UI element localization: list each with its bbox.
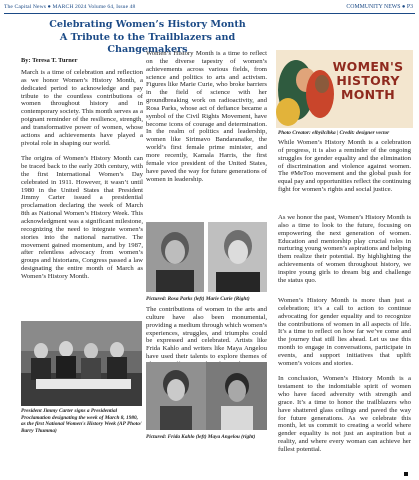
graphic-line-3: MONTH — [340, 87, 395, 102]
paragraph: Women’s History Month is more than just a celebration; it’s a call to action to continue advocating for gender equality and to recognize the contributions of women in all aspects of life. It’s a time to reflect on how far we’ve come and the journey that still lies ahead. Let us use this month to engage in conversations, participate in events, and support initiatives that uplift women’s voices and stories. — [278, 297, 411, 367]
paragraph: Women’s History Month is a time to reflect on the diverse tapestry of women’s achievements across various fields, from science and politics to arts and activism. Figures like Marie Curie, who broke barriers in the field of science with her groundbreaking work on radioactivity, and Rosa Parks, whose act of defiance became a symbol of the Civil Rights Movement, have become icons of courage and determination. In the realm of politics and leadership, women like Sirimavo Bandaranaike, the world’s first female prime minister, and more recently, Kamala Harris, the first female vice president of the United States, have paved the way for future generations of women in leadership. — [146, 50, 267, 183]
headline-line-2: A Tribute to the Trailblazers and Changemakers — [59, 31, 236, 55]
page-header — [0, 0, 419, 17]
header-rule — [4, 13, 415, 14]
end-mark — [404, 472, 408, 476]
parks-curie-caption: Pictured: Rosa Parks (left) Marie Curie (Right) — [146, 296, 250, 302]
graphic-caption: Photo Creator: elbyilcibka | Credit: designer vector — [278, 130, 390, 136]
column-3-third — [278, 297, 411, 462]
graphic-title — [328, 60, 408, 102]
womens-history-graphic — [276, 50, 413, 128]
column-3 — [278, 139, 411, 202]
byline: By: Teresa T. Turner — [21, 57, 78, 64]
column-3-second — [278, 214, 411, 292]
paragraph: While Women’s History Month is a celebration of progress, it is also a reminder of the ongoing struggles for gender equality and the elimination of discrimination and violence against women. The #MeToo movement and the global push for equal pay and opportunities reflect the continuing fight for women’s rights and social justice. — [278, 139, 411, 194]
column-2 — [146, 50, 267, 191]
rosa-parks-photo — [146, 222, 204, 292]
section-label: COMMUNITY NEWS ● P3 — [346, 4, 413, 10]
paragraph: As we honor the past, Women’s History Month is also a time to look to the future, focusing on empowering the next generation of women. Education and mentorship play crucial roles in nurturing young women’s aspirations and helping them realize their potential. By highlighting the achievements of women throughout history, we inspire young girls to dream big and challenge the status quo. — [278, 214, 411, 284]
kahlo-angelou-caption: Pictured: Frida Kahlo (left) Maya Angelou (right) — [146, 434, 256, 440]
kahlo-angelou-art — [146, 362, 267, 430]
carter-photo-caption: President Jimmy Carter signs a Presidential Proclamation designating the week of March 8, 1980, as the first National Women's History Week (AP Photo/ Barry Thumma) — [21, 408, 142, 434]
kahlo-angelou-photo — [146, 362, 267, 430]
marie-curie-art — [208, 222, 267, 292]
carter-photo-art — [21, 321, 142, 406]
paragraph: March is a time of celebration and reflection as we honor Women’s History Month, a dedicated period to acknowledge and pay tribute to the countless contributions of women throughout history and in contemporary society. This month serves as a poignant reminder of the resilience, strength, and transformative power of women, whose actions and achievements have played a pivotal role in shaping our world. — [21, 69, 143, 147]
paragraph: The contributions of women in the arts and culture have also been monumental, providing a medium through which women’s experiences, struggles, and triumphs could be expressed and celebrated. Artists like Frida Kahlo and writers like Maya Angelou have used their talents to explore themes of — [146, 306, 267, 361]
graphic-line-1: WOMEN'S — [332, 59, 404, 74]
masthead-info: The Capital News ● MARCH 2024 Volume 64, Issue 48 — [4, 4, 136, 10]
headline-line-1: Celebrating Women’s History Month — [49, 19, 246, 30]
marie-curie-photo — [208, 222, 267, 292]
rosa-parks-art — [146, 222, 204, 292]
column-1 — [21, 69, 143, 289]
paragraph: The origins of Women’s History Month can be traced back to the early 20th century, with the first International Women’s Day celebrated in 1911. However, it wasn’t until 1980 in the United States that President Jimmy Carter issued a presidential proclamation declaring the week of March 8th as National Women’s History Week. This acknowledgment was a significant milestone, recognizing the need to integrate women’s stories into the national narrative. The movement gained momentum, and by 1987, after relentless advocacy from women’s groups and historians, Congress passed a law designating the entire month of March as Women’s History Month. — [21, 155, 143, 280]
paragraph: In conclusion, Women’s History Month is a testament to the indomitable spirit of women who have faced adversity with strength and grace. It’s a time to honor the trailblazers who have shattered glass ceilings and paved the way for future generations. As we celebrate this month, let us commit to creating a world where gender equality is not just an aspiration but a reality, and where every woman can achieve her fullest potential. — [278, 375, 411, 453]
graphic-line-2: HISTORY — [336, 73, 400, 88]
carter-signing-photo — [21, 321, 142, 406]
